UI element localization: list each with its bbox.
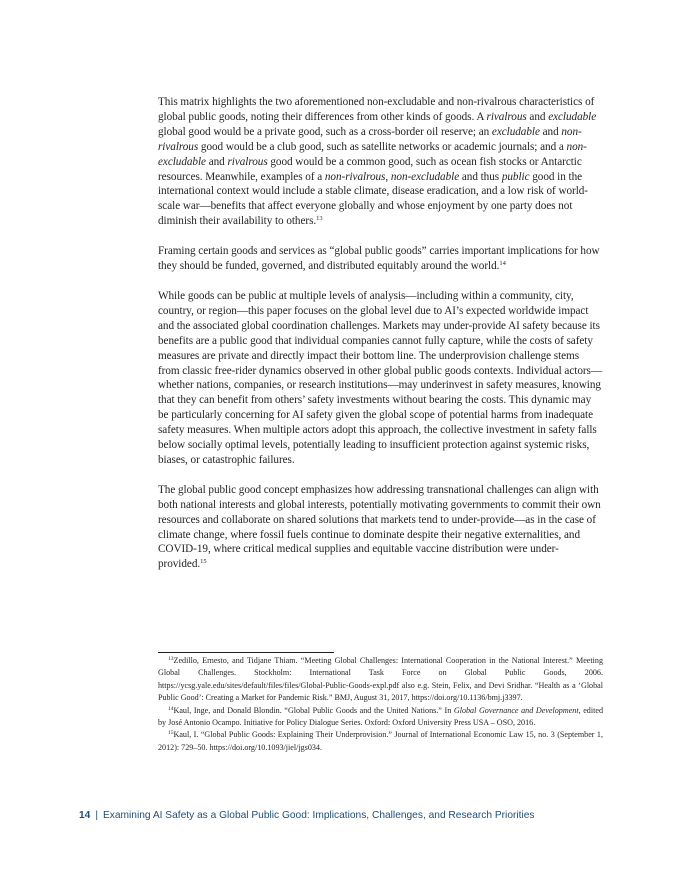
text-run: and bbox=[539, 125, 562, 138]
page-number: 14 bbox=[79, 810, 91, 821]
text-run: good would be a common good, such as ocean fish stocks or Antarctic resources. Meanwhile, examples of a bbox=[158, 155, 582, 183]
text-run: Kaul, I. “Global Public Goods: Explaining Their Underprovision.” Journal of International Economic Law 15, no. 3 (September 1, 2012): 729–50. https://doi.org/10.1093/jiel/jgs034. bbox=[158, 730, 603, 752]
footnote-divider bbox=[158, 652, 334, 653]
text-run: good would be a club good, such as satellite networks or academic journals; and a bbox=[198, 140, 567, 153]
footnote-reference[interactable]: 13 bbox=[316, 215, 323, 223]
paragraph-framing bbox=[158, 244, 603, 274]
body-text bbox=[158, 95, 603, 587]
text-run: , edited by José Antonio Ocampo. Initiative for Policy Dialogue Series. Oxford: Oxford University Press USA – OSO, 2016. bbox=[158, 705, 603, 728]
italic-term: Global Governance and Development bbox=[453, 705, 579, 715]
text-run: and bbox=[205, 155, 228, 168]
italic-term: excludable bbox=[491, 125, 540, 138]
text-run: global good would be a private good, such as a cross-border oil reserve; an bbox=[158, 125, 492, 138]
footnote-13 bbox=[158, 655, 603, 705]
paragraph-matrix bbox=[158, 95, 603, 229]
italic-term: public bbox=[501, 170, 530, 183]
text-run: While goods can be public at multiple levels of analysis—including within a community, city, country, or region—this paper focuses on the global level due to AI’s expected worldwide impact and the associated global coordination challenges. Markets may under-provide AI safety because its benefits are a public good that individual companies cannot fully capture, while the costs of safety measures are private and directly impact their bottom line. The underprovision challenge stems from classic free-rider dynamics observed in other global public goods contexts. Individual actors—whether nations, companies, or research institutions—may underinvest in safety measures, knowing that they can benefit from others’ safety investments without bearing the costs. This dynamic may be particularly concerning for AI safety given the global scope of potential harms from inadequate safety measures. When multiple actors adopt this approach, the collective investment in safety falls below socially optimal levels, potentially leading to insufficient protection against systemic risks, biases, or catastrophic failures. bbox=[158, 289, 602, 466]
italic-term: rivalrous bbox=[227, 155, 268, 168]
page-footer bbox=[79, 810, 535, 821]
italic-term: non-excludable bbox=[390, 170, 460, 183]
italic-term: excludable bbox=[548, 110, 597, 123]
text-run: Zedillo, Ernesto, and Tidjane Thiam. “Meeting Global Challenges: International Cooperation in the National Interest.” Meeting Global Challenges. Stockholm: International Task Force on Global Public Goods, 2006. https://ycsg.yale.edu/sites/default/files/files/Global-Public-Goods-expl.pdf also e.g. Stein, Felix, and Devi Sridhar. “Health as a ‘Global Public Good’: Creating a Market for Pandemic Risk.” BMJ, August 31, 2017, https://doi.org/10.1136/bmj.j3397. bbox=[158, 656, 603, 703]
italic-term: non-excludable bbox=[158, 140, 587, 168]
paragraph-global-public-good-concept bbox=[158, 483, 603, 572]
footnote-number: 15 bbox=[168, 730, 174, 737]
text-run: This matrix highlights the two aforementioned non-excludable and non-rivalrous characteristics of global public goods, noting their differences from other kinds of goods. A bbox=[158, 96, 595, 123]
italic-term: non-rivalrous bbox=[158, 125, 582, 153]
footnote-15 bbox=[158, 729, 603, 754]
footnote-number: 14 bbox=[168, 705, 174, 712]
footnotes bbox=[158, 655, 603, 754]
text-run: The global public good concept emphasizes how addressing transnational challenges can align with both national interests and global interests, potentially motivating governments to commit their own resources and collaborate on shared solutions that markets tend to under-provide—as in the case of climate change, where fossil fuels continue to dominate despite their negative externalities, and COVID-19, where critical medical supplies and equitable vaccine distribution were under-provided. bbox=[158, 483, 601, 571]
footnote-number: 13 bbox=[168, 656, 174, 662]
italic-term: non-rivalrous bbox=[324, 170, 386, 183]
text-run: good in the international context would include a stable climate, disease eradication, and a low risk of world-scale war—benefits that affect everyone globally and whose enjoyment by one party does not diminish their availability to others. bbox=[158, 170, 588, 228]
footnote-14 bbox=[158, 705, 603, 730]
footnote-reference[interactable]: 14 bbox=[499, 260, 506, 268]
paragraph-levels-of-analysis bbox=[158, 289, 603, 468]
text-run: and bbox=[526, 110, 549, 123]
footer-separator: | bbox=[95, 810, 98, 821]
text-run: Framing certain goods and services as “global public goods” carries important implications for how they should be funded, governed, and distributed equitably around the world. bbox=[158, 245, 600, 273]
text-run: , bbox=[385, 170, 391, 183]
footer-document-title: Examining AI Safety as a Global Public Good: Implications, Challenges, and Research Priorities bbox=[103, 810, 535, 821]
text-run: and thus bbox=[459, 170, 502, 183]
italic-term: rivalrous bbox=[486, 110, 527, 123]
text-run: Kaul, Inge, and Donald Blondin. “Global Public Goods and the United Nations.” In bbox=[173, 705, 454, 715]
footnote-reference[interactable]: 15 bbox=[200, 558, 207, 566]
